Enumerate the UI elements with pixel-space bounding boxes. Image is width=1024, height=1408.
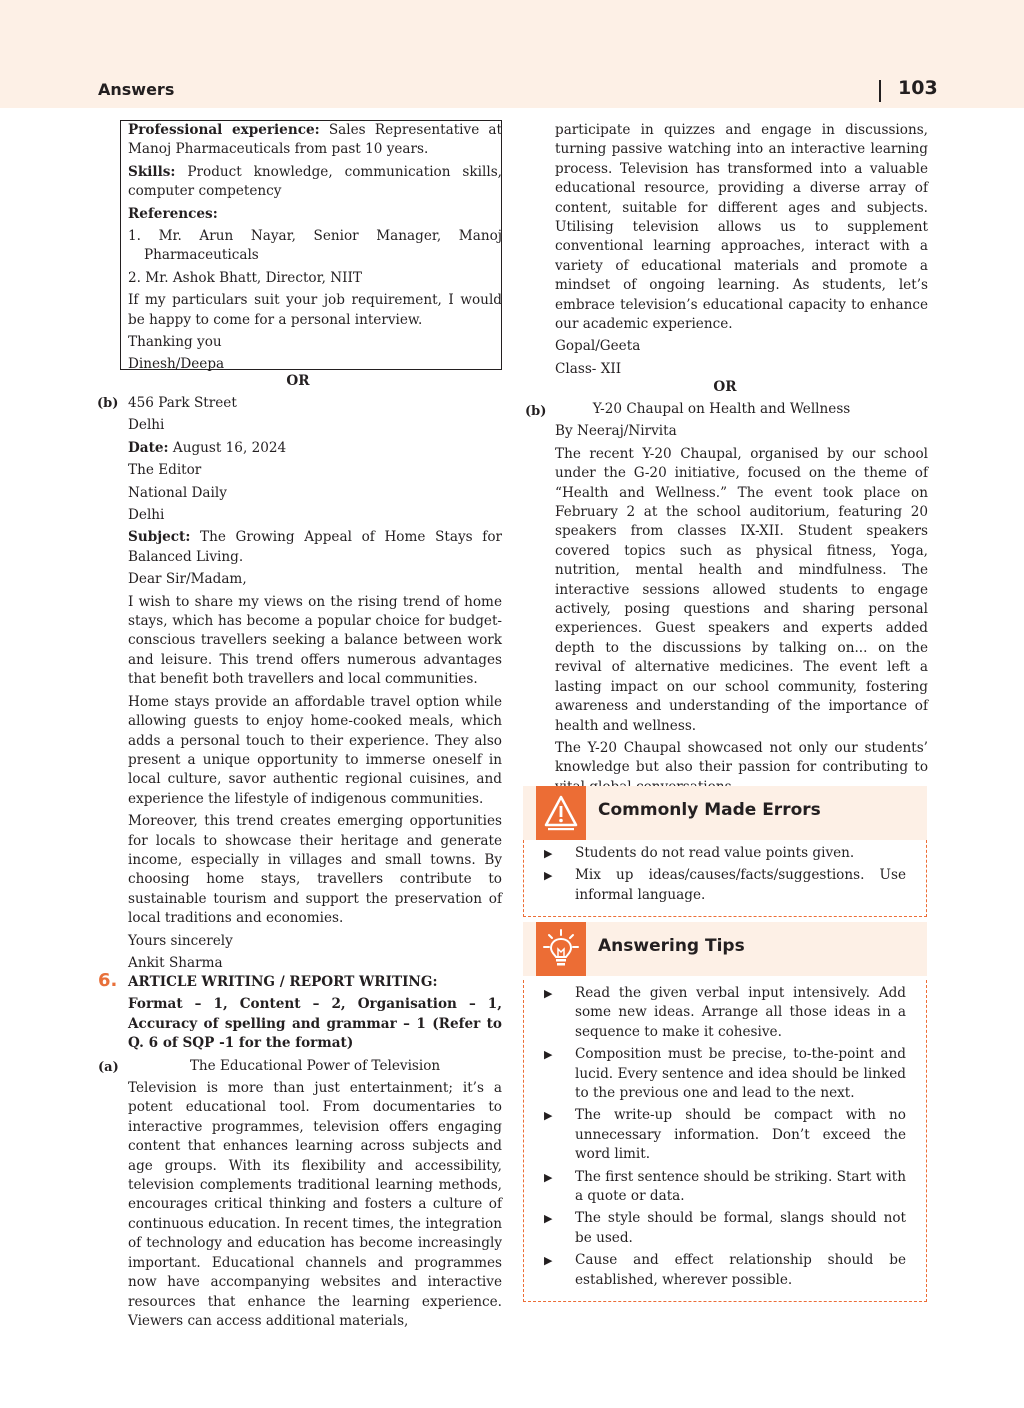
recipient-line-1: The Editor — [128, 462, 202, 479]
list-item — [544, 1106, 906, 1164]
or-separator-right: OR — [713, 379, 737, 395]
list-item-text: The first sentence should be striking. Start with a quote or data. — [575, 1168, 906, 1205]
report-paragraph-2: The Y-20 Chaupal showcased not only our students’ knowledge but also their passion for contributing to — [555, 739, 928, 776]
marking-scheme: Format – 1, Content – 2, Organisation – 1, Accuracy of spelling and grammar – 1 (Refer to Q. 6 of SQP -1 for the format) — [128, 996, 502, 1052]
subject-text: The Growing Appeal of Home Stays for Balanced Living. — [128, 529, 502, 565]
date-value: August 16, 2024 — [172, 439, 287, 456]
article-class: Class- XII — [555, 360, 622, 377]
arrow-icon: ▶ — [544, 1212, 553, 1226]
question-6 — [128, 973, 502, 1331]
question-title: ARTICLE WRITING / REPORT WRITING: — [128, 974, 438, 990]
address-line-1: 456 Park Street — [128, 395, 237, 411]
arrow-icon: ▶ — [544, 1170, 553, 1184]
letter-signer: Ankit Sharma — [128, 954, 223, 971]
experience-text: Sales Representative at Manoj Pharmaceuticals from past 10 years. — [128, 122, 502, 158]
salutation: Dear Sir/Madam, — [128, 571, 247, 588]
article-title: The Educational Power of Television — [189, 1057, 441, 1074]
errors-title: Commonly Made Errors — [598, 800, 821, 820]
letter — [128, 394, 502, 973]
resume-thanks: Thanking you — [128, 334, 222, 351]
recipient-line-2: National Daily — [128, 484, 227, 501]
list-item-text: The write-up should be compact with no unnecessary information. Don’t exceed the word limit. — [575, 1107, 906, 1163]
article-author: Gopal/Geeta — [555, 338, 641, 355]
reference-2: 2. Mr. Ashok Bhatt, Director, NIIT — [128, 269, 362, 286]
resume-name: Dinesh/Deepa — [128, 356, 225, 373]
references-label: References: — [128, 205, 218, 222]
report-paragraph-1: The recent Y-20 Chaupal, organised by our school under the G-20 initiative, focused on the theme of “Health and Wellness.” The event took place on February 2 at the school auditorium, featuring 20 speakers from classes IX-XII. Student speakers covered topics such as physical fitness, Yoga, nutrition, mental health and mindfulness. The interactive sessions allowed students to engage actively, posing questions and sharing personal experiences. Guest speakers and experts added depth to the discussions by talking on... on the revival of alternative medicines. The event left a lasting impact on our school community, fostering awareness and understanding of the importance of health and wellness. — [555, 445, 928, 734]
skills-label: Skills: — [128, 163, 176, 180]
list-item-text: Composition must be precise, to-the-point and lucid. Every sentence and idea should be linked to the previous one and lead to the next. — [575, 1046, 906, 1102]
right-column-text — [555, 121, 928, 379]
question-number: 6. — [98, 970, 118, 991]
arrow-icon: ▶ — [544, 1048, 553, 1062]
subject-label: Subject: — [128, 529, 191, 546]
list-item — [544, 1251, 906, 1290]
article-continued: participate in quizzes and engage in discussions, turning passive watching into an interactive learning process. Television has transformed into a valuable educational resource, providing a diverse array of content, suitable for different ages and subjects. Utilising television allows us to supplement conventional learning approaches, interact with a variety of educational materials and promote a mindset of ongoing learning. As students, let’s embrace television’s educational capacity to enhance our academic experience. — [555, 122, 928, 333]
address-line-2: Delhi — [128, 417, 165, 434]
list-item-text: Read the given verbal input intensively. Add some new ideas. Arrange all those ideas in a sequence to make it cohesive. — [575, 985, 906, 1040]
arrow-icon: ▶ — [544, 987, 553, 1000]
list-item — [544, 844, 906, 863]
list-item — [544, 1168, 906, 1207]
resume-content — [128, 121, 502, 375]
part-a-label: (a) — [98, 1060, 119, 1075]
page-number: 103 — [898, 77, 938, 99]
report — [555, 400, 928, 797]
lightbulb-icon — [536, 922, 586, 976]
arrow-icon: ▶ — [544, 1109, 553, 1123]
letter-paragraph-2: Home stays provide an affordable travel option while allowing guests to enjoy home-cooked meals, which adds a personal touch to their experience. They also present a unique opportunity to immerse oneself in local culture, savor authentic regional cuisines, and experience the lifestyle of indigenous communities. — [128, 693, 502, 807]
arrow-icon: ▶ — [544, 869, 553, 883]
part-b-label-right: (b) — [525, 404, 547, 419]
arrow-icon: ▶ — [544, 847, 553, 860]
header-divider — [879, 80, 881, 102]
letter-paragraph-3: Moreover, this trend creates emerging opportunities for locals to showcase their heritage and generate income, especially in villages and small towns. By choosing home stays, travellers contribute to sustainable tourism and support the preservation of local traditions and economies. — [128, 813, 502, 927]
article-body: Television is more than just entertainment; it’s a potent educational tool. From documentaries to interactive programmes, television offers engaging content that enhances learning across subjects and age groups. With its flexibility and accessibility, television complements traditional learning methods, encourages critical thinking and fosters a culture of continuous education. In recent times, the integration of technology and education has become increasingly important. Educational channels and programmes now have accompanying websites and interactive resources that enhance the learning experience. Viewers can access additional materials, — [128, 1080, 502, 1329]
date-label: Date: — [128, 439, 169, 456]
report-title: Y-20 Chaupal on Health and Wellness — [592, 401, 851, 417]
resume-closing: If my particulars suit your job requirement, I would be happy to come for a personal interview. — [128, 292, 502, 328]
list-item — [544, 866, 906, 905]
section-title: Answers — [98, 80, 175, 99]
or-separator-left: OR — [286, 373, 310, 389]
list-item-text: Mix up ideas/causes/facts/suggestions. Use informal language. — [575, 867, 906, 903]
list-item — [544, 984, 906, 1042]
letter-signoff: Yours sincerely — [128, 932, 233, 949]
list-item-text: Students do not read value points given. — [575, 845, 855, 861]
warning-icon — [536, 786, 586, 840]
part-b-label: (b) — [97, 396, 119, 411]
list-item — [544, 1209, 906, 1248]
list-item-text: The style should be formal, slangs should not be used. — [575, 1210, 906, 1246]
skills-text: Product knowledge, communication skills, computer competency — [128, 163, 502, 200]
letter-paragraph-1: I wish to share my views on the rising trend of home stays, which has become a popular choice for budget-conscious travellers seeking a balance between work and leisure. This trend offers numerous advantages that benefit both travellers and local communities. — [128, 593, 502, 688]
list-item-text: Cause and effect relationship should be established, wherever possible. — [575, 1252, 906, 1288]
tips-title: Answering Tips — [598, 936, 745, 956]
experience-label: Professional experience: — [128, 122, 320, 138]
errors-list — [523, 840, 927, 917]
tips-list — [523, 980, 927, 1302]
reference-1: 1. Mr. Arun Nayar, Senior Manager, Manoj Pharmaceuticals — [128, 228, 502, 264]
recipient-line-3: Delhi — [128, 507, 165, 524]
arrow-icon: ▶ — [544, 1254, 553, 1268]
report-byline: By Neeraj/Nirvita — [555, 423, 677, 440]
list-item — [544, 1045, 906, 1103]
